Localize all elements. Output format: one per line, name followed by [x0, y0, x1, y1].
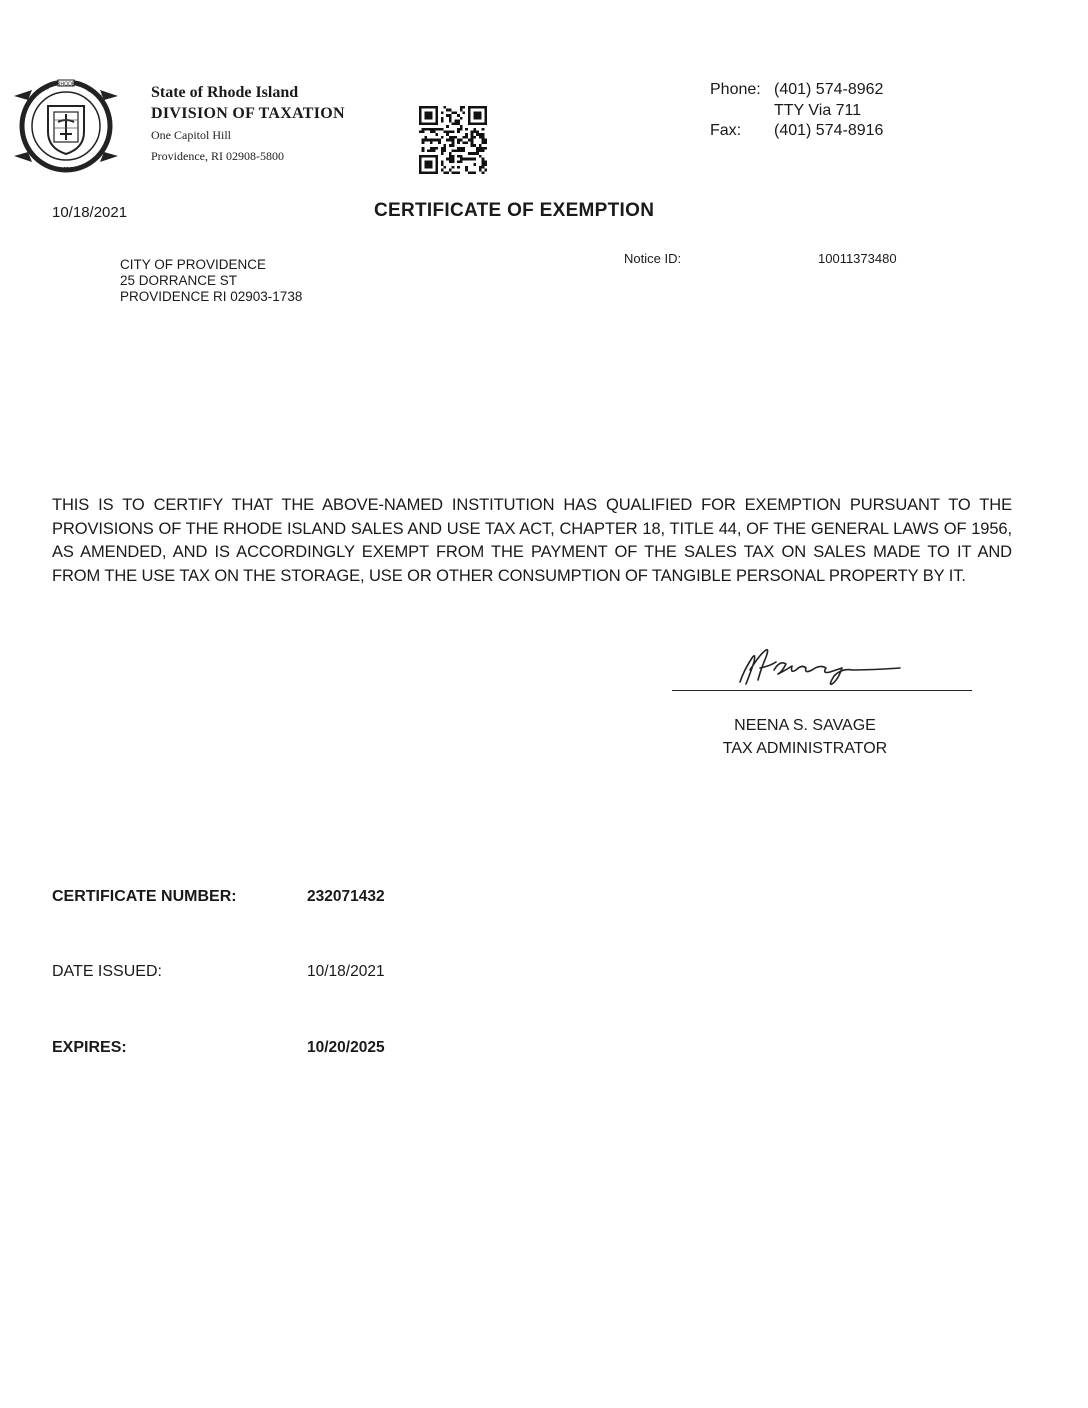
- notice-id-label: Notice ID:: [624, 251, 682, 266]
- agency-state: State of Rhode Island: [151, 84, 299, 101]
- certificate-number-value: 232071432: [307, 888, 385, 905]
- agency-header: [151, 83, 345, 167]
- seal-text-top: RHODE: [56, 81, 76, 88]
- certificate-number-label: CERTIFICATE NUMBER:: [52, 888, 237, 905]
- seal-text-bottom: 1636: [59, 167, 73, 173]
- signatory-title: TAX ADMINISTRATOR: [722, 740, 888, 757]
- state-seal-icon: [10, 76, 122, 176]
- signatory-name: NEENA S. SAVAGE: [734, 717, 876, 734]
- notice-id-value: 10011373480: [818, 251, 897, 266]
- phone-label: Phone:: [710, 81, 761, 98]
- fax-value: (401) 574-8916: [774, 122, 884, 139]
- signatory-block: [672, 714, 972, 760]
- recipient-street: 25 DORRANCE ST: [120, 273, 238, 288]
- fax-label: Fax:: [710, 122, 742, 139]
- agency-division: DIVISION OF TAXATION: [151, 105, 345, 122]
- signature-line: [672, 690, 972, 691]
- signature: [730, 640, 910, 688]
- date-issued-label: DATE ISSUED:: [52, 963, 162, 980]
- expires-label: EXPIRES:: [52, 1039, 127, 1056]
- qr-code-icon: [418, 106, 488, 174]
- date-issued-value: 10/18/2021: [307, 963, 385, 980]
- phone-value: (401) 574-8962: [774, 81, 884, 98]
- recipient-city: PROVIDENCE RI 02903-1738: [120, 289, 303, 304]
- recipient-address: [120, 257, 302, 305]
- expires-value: 10/20/2025: [307, 1039, 385, 1056]
- agency-address-line1: One Capitol Hill: [151, 128, 231, 142]
- recipient-name: CITY OF PROVIDENCE: [120, 257, 267, 272]
- seal-text-right: ISLAND: [85, 86, 105, 102]
- certification-statement: THIS IS TO CERTIFY THAT THE ABOVE-NAMED INSTITUTION HAS QUALIFIED FOR EXEMPTION PURSUANT TO THE PROVISIONS OF THE RHODE ISLAND SALES AND USE TAX ACT, CHAPTER 18, TITLE 44, OF THE GENERAL LAWS OF 1956, AS AMENDED, AND IS ACCORDINGLY EXEMPT FROM THE PAYMENT OF THE SALES TAX ON SALES MADE TO IT AND FROM THE USE TAX ON THE STORAGE, USE OR OTHER CONSUMPTION OF TANGIBLE PERSONAL PROPERTY BY IT.: [52, 496, 1012, 585]
- tty-value: TTY Via 711: [774, 101, 862, 119]
- document-date: 10/18/2021: [52, 204, 128, 221]
- agency-address-line2: Providence, RI 02908-5800: [151, 149, 284, 163]
- page-title: CERTIFICATE OF EXEMPTION: [374, 200, 655, 221]
- seal-text-left: STATE OF: [34, 80, 58, 98]
